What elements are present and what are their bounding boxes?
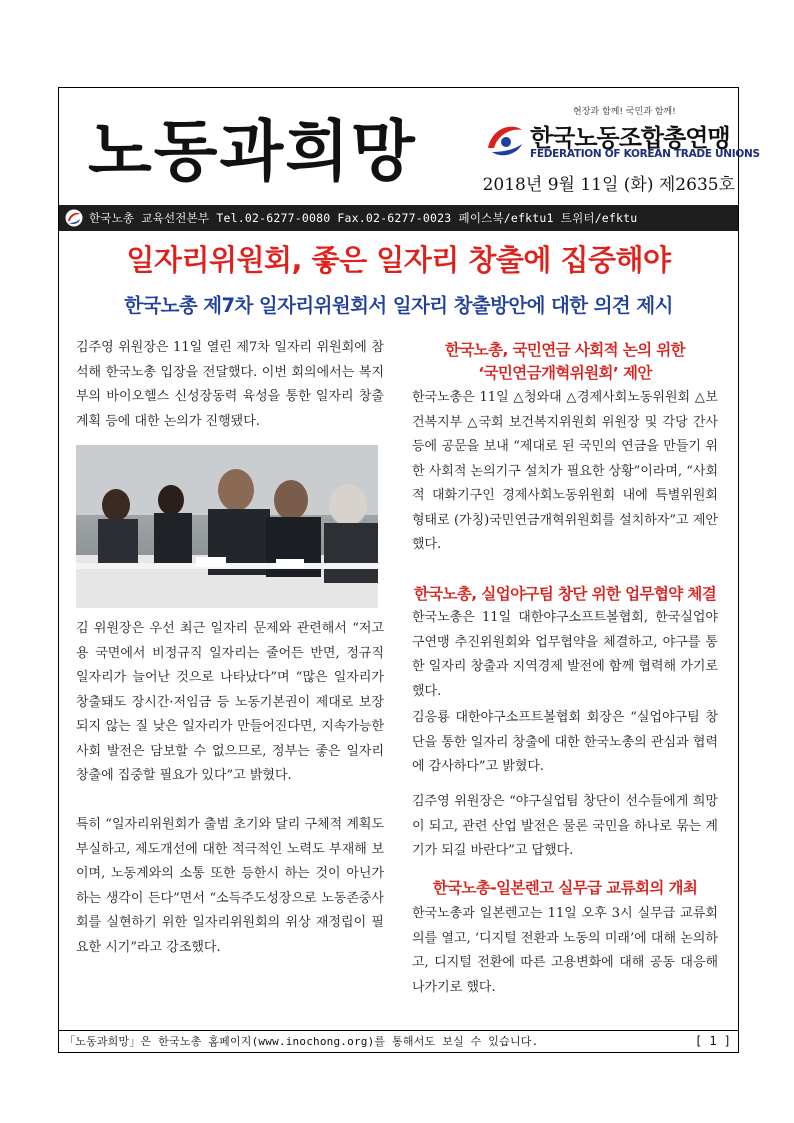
left-paragraph-2: 김 위원장은 우선 최근 일자리 문제와 관련해서 “저고용 국면에서 비정규직 일자리는 줄어든 반면, 정규직 일자리가 늘어난 것으로 나타났다”며 “많은 일자리가 창출돼도 장시간·저임금 등 노동기본권이 제대로 보장되지 않는 질 낮은 일자리가 만들어진다면, 지속가능한 사회 발전은 담보할 수 없으므로, 정부는 좋은 일자리 창출에 집중할 필요가 있다”고 밝혔다. xyxy=(76,621,384,783)
baseball-section-title: 한국노총, 실업야구팀 창단 위한 업무협약 체결 xyxy=(413,585,717,603)
brand-english-name: FEDERATION OF KOREAN TRADE UNIONS xyxy=(530,148,760,160)
main-subheadline: 한국노총 제7차 일자리위원회서 일자리 창출방안에 대한 의견 제시 xyxy=(124,294,673,317)
page-number: [ 1 ] xyxy=(694,1034,731,1048)
newsletter-title: 노동과희망 xyxy=(88,113,417,190)
page-footer xyxy=(58,1030,739,1052)
meeting-photo-image xyxy=(76,445,378,608)
rengo-section-title: 한국노총-일본렌고 실무급 교류회의 개최 xyxy=(432,879,698,897)
fktu-logo-icon xyxy=(482,118,526,162)
brand-tagline: 현장과 함께! 국민과 함께! xyxy=(573,107,676,117)
main-headline: 일자리위원회, 좋은 일자리 창출에 집중해야 xyxy=(126,243,671,277)
pension-section-title-line1: 한국노총, 국민연금 사회적 논의 위한 xyxy=(444,341,686,359)
rengo-paragraph: 한국노총과 일본렌고는 11일 오후 3시 실무급 교류회의를 열고, ‘디지털 전환과 노동의 미래’에 대해 논의하고, 디지털 전환에 따른 고용변화에 대해 공동 대응해 나가기로 했다. xyxy=(412,906,718,995)
left-paragraph-3: 특히 “일자리위원회가 출범 초기와 달리 구체적 계획도 부실하고, 제도개선에 대한 적극적인 노력도 부재해 보이며, 노동계와의 소통 또한 등한시 하는 것이 아닌가 하는 생각이 든다”면서 “소득주도성장으로 노동존중사회를 실현하기 위한 일자리위원회의 위상 재정립이 필요한 시기”라고 강조했다. xyxy=(76,817,384,955)
baseball-paragraph-1: 한국노총은 11일 대한야구소프트볼협회, 한국실업야구연맹 추진위원회와 업무협약을 체결하고, 야구를 통한 일자리 창출과 지역경제 발전에 함께 협력해 가기로 했다. xyxy=(412,610,718,699)
issue-date: 2018년 9월 11일 (화) 제2635호 xyxy=(482,175,735,195)
meeting-photo xyxy=(76,445,378,608)
fktu-small-logo-icon xyxy=(65,209,83,227)
left-paragraph-1: 김주영 위원장은 11일 열린 제7차 일자리 위원회에 참석해 한국노총 입장을 전달했다. 이번 회의에서는 복지부의 바이오헬스 신성장동력 육성을 통한 일자리 창출계획 등에 대한 논의가 진행됐다. xyxy=(76,340,384,429)
contact-info-text: 한국노총 교육선전본부 Tel.02-6277-0080 Fax.02-6277-0023 페이스북/efktu1 트위터/efktu xyxy=(89,211,638,225)
contact-info-bar xyxy=(59,205,738,231)
baseball-paragraph-3: 김주영 위원장은 “야구실업팀 창단이 선수들에게 희망이 되고, 관련 산업 발전은 물론 국민을 하나로 묶는 계기가 되길 바란다”고 답했다. xyxy=(412,794,718,858)
pension-section-paragraph: 한국노총은 11일 △청와대 △경제사회노동위원회 △보건복지부 △국회 보건복지위원회 위원장 및 각당 간사 등에 공문을 보내 “제대로 된 국민의 연금을 만들기 위한 사회적 논의기구 설치가 필요한 상황”이라며, “사회적 대화기구인 경제사회노동위원회 내에 특별위원회 형태로 (가칭)국민연금개혁위원회를 설치하자”고 제안했다. xyxy=(412,390,718,552)
brand-block xyxy=(478,104,760,166)
pension-section-title-line2: ‘국민연금개혁위원회’ 제안 xyxy=(478,364,652,382)
baseball-paragraph-2: 김응룡 대한야구소프트볼협회 회장은 “실업야구팀 창단을 통한 일자리 창출에 대한 한국노총의 관심과 협력에 감사하다”고 밝혔다. xyxy=(412,710,718,774)
brand-name: 한국노동조합총연맹 xyxy=(530,124,730,152)
footer-website-note: 「노동과희망」은 한국노총 홈페이지(www.inochong.org)를 통해서도 보실 수 있습니다. xyxy=(64,1035,539,1048)
